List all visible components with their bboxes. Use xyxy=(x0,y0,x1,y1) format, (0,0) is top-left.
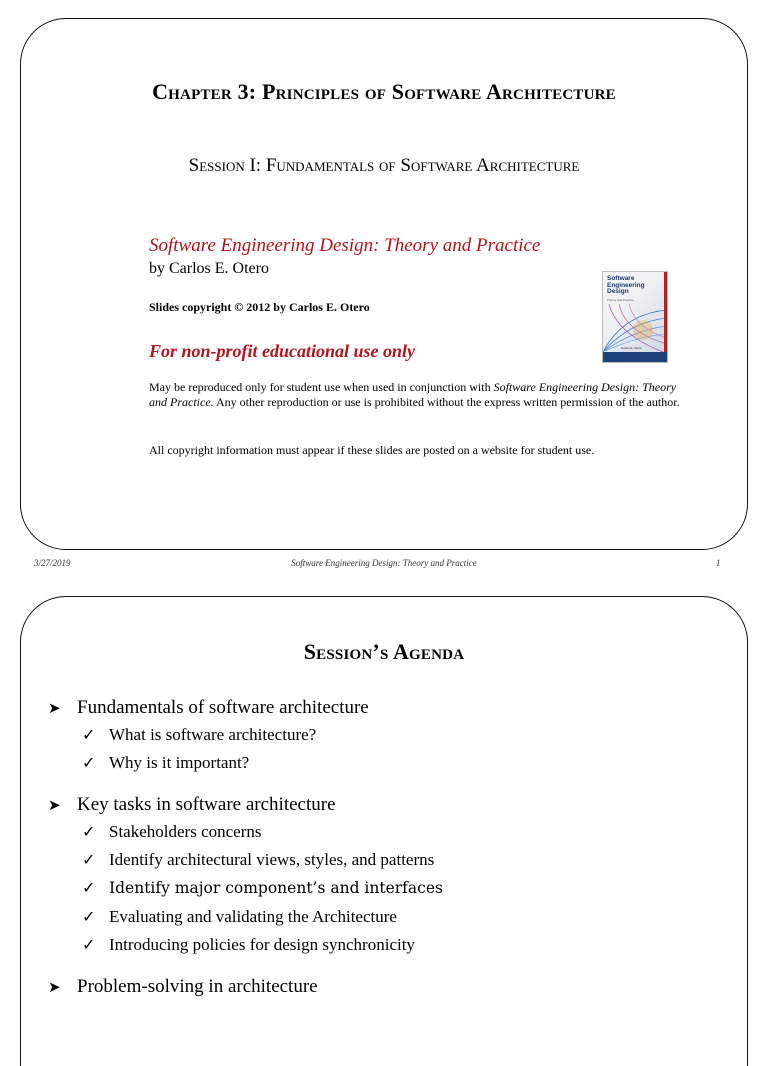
book-title: Software Engineering Design: Theory and Practice xyxy=(149,235,541,256)
agenda-item xyxy=(46,753,726,781)
agenda-item-label: Introducing policies for design synchronicity xyxy=(109,935,415,954)
reproduction-notice xyxy=(149,380,689,410)
agenda-item-label: What is software architecture? xyxy=(109,725,317,744)
reproduction-text-b: Any other reproduction or use is prohibited without the express written permission of the author. xyxy=(213,395,680,409)
slide-title: Chapter 3: Principles of Software Architecture xyxy=(152,79,616,104)
cover-subtitle: Theory and Practice xyxy=(607,298,634,302)
agenda-item xyxy=(46,822,726,850)
agenda-section-label: Fundamentals of software architecture xyxy=(77,697,369,718)
agenda-item-label: Identify architectural views, styles, and patterns xyxy=(109,850,435,869)
agenda-section xyxy=(46,976,726,1004)
author-line: by Carlos E. Otero xyxy=(149,260,269,277)
agenda-list xyxy=(46,697,726,1004)
copyright-line: Slides copyright © 2012 by Carlos E. Otero xyxy=(149,300,370,314)
agenda-section xyxy=(46,794,726,822)
checkmark-icon: ✓ xyxy=(82,824,96,841)
cover-title xyxy=(607,276,645,296)
checkmark-icon: ✓ xyxy=(82,878,96,897)
cover-title-line: Engineering xyxy=(607,281,645,289)
footer-date: 3/27/2019 xyxy=(34,558,71,568)
agenda-item xyxy=(46,878,726,907)
agenda-section xyxy=(46,697,726,725)
agenda-item-label: Why is it important? xyxy=(109,753,250,772)
footer-page-number: 1 xyxy=(716,558,721,568)
reproduction-text-a: May be reproduced only for student use when used in conjunction with xyxy=(149,380,494,394)
agenda-item-label: Evaluating and validating the Architecture xyxy=(109,907,397,926)
agenda-item xyxy=(46,907,726,935)
checkmark-icon: ✓ xyxy=(82,852,96,869)
footer-title: Software Engineering Design: Theory and Practice xyxy=(291,558,477,568)
cover-side-stripe xyxy=(664,272,667,352)
cover-title-line: Design xyxy=(607,288,629,295)
book-cover-image xyxy=(602,271,668,363)
slide-2 xyxy=(20,596,748,1066)
reproduction-book-title: Software Engineering Design: Theory and Practice. xyxy=(149,380,677,409)
cover-title-line: Software xyxy=(607,275,635,282)
checkmark-icon: ✓ xyxy=(82,937,96,954)
arrow-bullet-icon: ➤ xyxy=(48,798,61,814)
checkmark-icon: ✓ xyxy=(82,727,96,744)
nonprofit-notice: For non-profit educational use only xyxy=(149,341,416,361)
checkmark-icon: ✓ xyxy=(82,755,96,772)
agenda-item-label: Stakeholders concerns xyxy=(109,822,262,841)
arrow-bullet-icon: ➤ xyxy=(48,701,61,717)
agenda-item xyxy=(46,935,726,963)
slide-1 xyxy=(20,18,748,550)
copyright-notice: All copyright information must appear if these slides are posted on a website for student use. xyxy=(149,443,595,457)
agenda-item-label: Identify major component’s and interfaces xyxy=(109,879,443,897)
checkmark-icon: ✓ xyxy=(82,909,96,926)
arrow-bullet-icon: ➤ xyxy=(48,980,61,996)
agenda-section-label: Problem-solving in architecture xyxy=(77,976,318,997)
cover-author: Carlos E. Otero xyxy=(621,346,642,350)
cover-bar xyxy=(603,352,667,362)
slide-subtitle: Session I: Fundamentals of Software Architecture xyxy=(188,155,580,176)
agenda-item xyxy=(46,725,726,753)
slide-title: Session’s Agenda xyxy=(303,639,465,664)
agenda-section-label: Key tasks in software architecture xyxy=(77,794,336,815)
agenda-item xyxy=(46,850,726,878)
cover-artwork xyxy=(603,304,667,352)
